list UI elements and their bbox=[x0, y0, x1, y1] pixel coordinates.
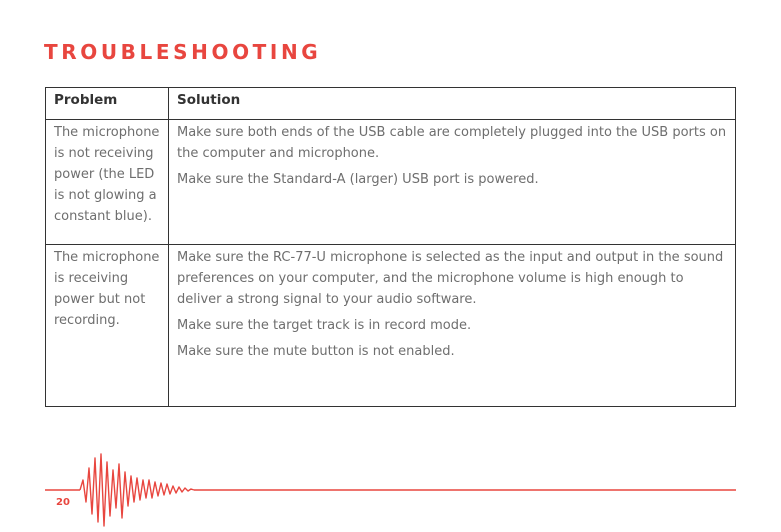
column-header-problem: Problem bbox=[46, 88, 169, 120]
solution-text: Make sure both ends of the USB cable are completely plugged into the USB ports on the computer and microphone. bbox=[177, 125, 727, 161]
problem-cell: The microphone is receiving power but not recording. bbox=[46, 245, 169, 407]
page-number: 20 bbox=[56, 497, 70, 508]
table-row bbox=[46, 120, 736, 245]
troubleshooting-table bbox=[45, 87, 736, 407]
waveform-icon bbox=[80, 454, 194, 526]
column-header-solution: Solution bbox=[169, 88, 736, 120]
table-row bbox=[46, 245, 736, 407]
solution-text: Make sure the target track is in record mode. bbox=[177, 318, 472, 333]
waveform-decoration bbox=[0, 450, 781, 532]
solution-text: Make sure the Standard-A (larger) USB port is powered. bbox=[177, 172, 539, 187]
solution-text: Make sure the mute button is not enabled. bbox=[177, 344, 455, 359]
page-title: TROUBLESHOOTING bbox=[44, 40, 322, 64]
solution-text: Make sure the RC-77-U microphone is selected as the input and output in the sound preferences on your computer, and the microphone volume is high enough to deliver a strong signal to your audio software. bbox=[177, 250, 724, 307]
solution-cell bbox=[169, 120, 736, 245]
table-header-row bbox=[46, 88, 736, 120]
problem-cell: The microphone is not receiving power (the LED is not glowing a constant blue). bbox=[46, 120, 169, 245]
solution-cell bbox=[169, 245, 736, 407]
